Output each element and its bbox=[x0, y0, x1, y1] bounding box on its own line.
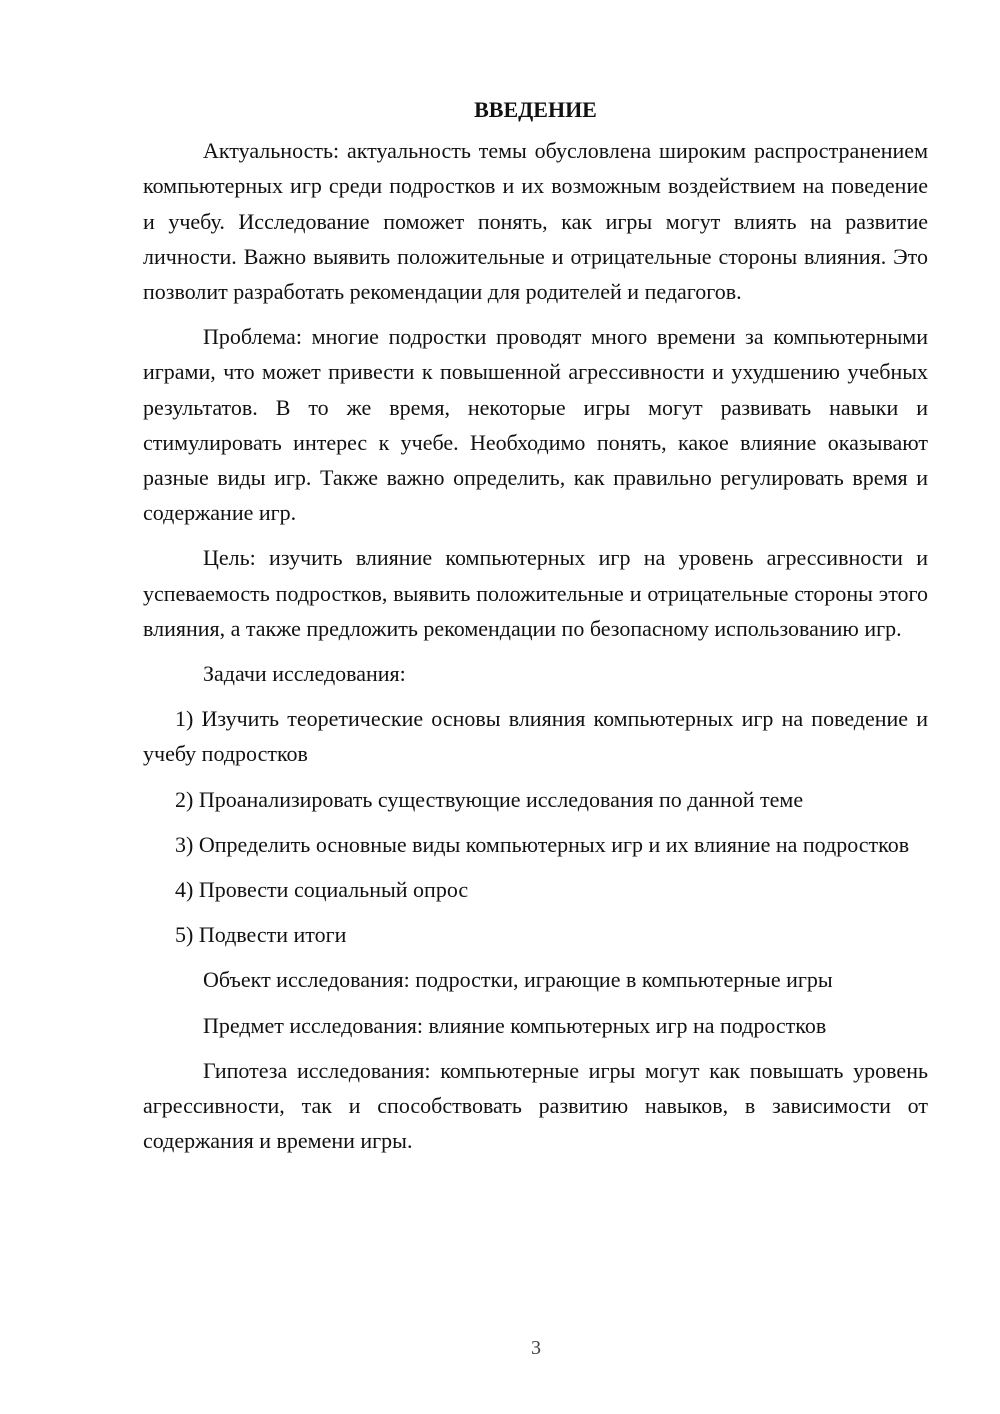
tasks-list bbox=[143, 701, 928, 952]
page-content bbox=[143, 92, 928, 1168]
goal-paragraph: Цель: изучить влияние компьютерных игр на уровень агрессивности и успеваемость подростков, выявить положительные и отрицательные стороны этого влияния, а также предложить рекомендации по безопасному использованию игр. bbox=[143, 545, 928, 641]
task-item: 1) Изучить теоретические основы влияния компьютерных игр на поведение и учебу подростков bbox=[143, 706, 928, 767]
relevance-paragraph: Актуальность: актуальность темы обусловлена широким распространением компьютерных игр среди подростков и их возможным воздействием на поведение и учебу. Исследование поможет понять, как игры могут влиять на развитие личности. Важно выявить положительные и отрицательные стороны влияния. Это позволит разработать рекомендации для родителей и педагогов. bbox=[143, 138, 928, 305]
research-subject: Предмет исследования: влияние компьютерных игр на подростков bbox=[203, 1012, 827, 1038]
task-item: 4) Провести социальный опрос bbox=[175, 877, 469, 903]
research-hypothesis: Гипотеза исследования: компьютерные игры могут как повышать уровень агрессивности, так и способствовать развитию навыков, в зависимости от содержания и времени игры. bbox=[143, 1057, 928, 1154]
task-item: 2) Проанализировать существующие исследования по данной теме bbox=[175, 786, 804, 812]
page-number: 3 bbox=[531, 1337, 541, 1359]
section-heading: ВВЕДЕНИЕ bbox=[474, 97, 597, 122]
task-item: 5) Подвести итоги bbox=[175, 922, 347, 948]
problem-paragraph: Проблема: многие подростки проводят много времени за компьютерными играми, что может привести к повышенной агрессивности и ухудшению учебных результатов. В то же время, некоторые игры могут развивать навыки и стимулировать интерес к учебе. Необходимо понять, какое влияние оказывают разные виды игр. Также важно определить, как правильно регулировать время и содержание игр. bbox=[143, 324, 928, 526]
tasks-title: Задачи исследования: bbox=[203, 661, 406, 687]
research-object: Объект исследования: подростки, играющие в компьютерные игры bbox=[203, 967, 833, 993]
task-item: 3) Определить основные виды компьютерных игр и их влияние на подростков bbox=[175, 831, 910, 857]
